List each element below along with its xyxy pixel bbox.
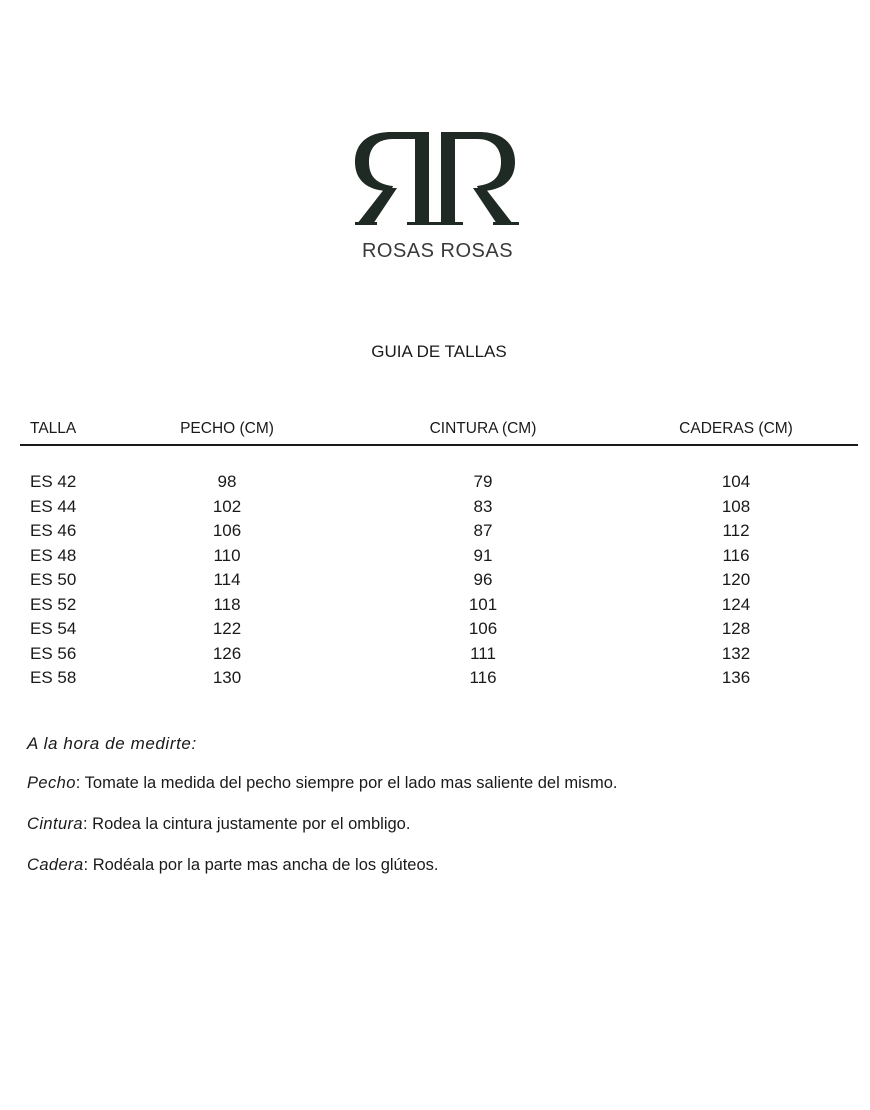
cell-pecho: 118 [213, 594, 241, 614]
note-text: : Rodea la cintura justamente por el ombligo. [83, 815, 411, 833]
cell-cintura: 106 [468, 619, 498, 638]
table-row [0, 644, 870, 669]
cell-cintura: 101 [468, 594, 498, 614]
rr-monogram-icon [355, 126, 520, 236]
cell-pecho: 114 [213, 570, 241, 589]
cell-caderas: 136 [721, 668, 751, 687]
table-header-row [0, 420, 870, 444]
table-row [0, 668, 870, 693]
header-talla: TALLA [30, 420, 77, 437]
note-text: : Tomate la medida del pecho siempre por el lado mas saliente del mismo. [75, 774, 618, 792]
note-term: Cadera [27, 856, 84, 874]
cell-pecho: 130 [212, 668, 242, 687]
cell-caderas: 128 [721, 619, 751, 638]
notes-heading: A la hora de medirte: [27, 734, 197, 753]
page-title: GUIA DE TALLAS [371, 342, 507, 361]
cell-pecho: 98 [217, 472, 237, 491]
cell-caderas: 124 [721, 594, 751, 614]
cell-cintura: 96 [473, 570, 493, 589]
cell-talla: ES 50 [30, 570, 77, 589]
cell-talla: ES 48 [30, 545, 77, 565]
cell-pecho: 106 [212, 521, 242, 540]
cell-talla: ES 54 [30, 619, 77, 638]
cell-caderas: 108 [721, 496, 751, 516]
cell-talla: ES 56 [30, 643, 77, 663]
table-row [0, 595, 870, 620]
cell-talla: ES 44 [30, 496, 77, 516]
note-pecho [27, 774, 857, 794]
table-row [0, 546, 870, 571]
cell-pecho: 102 [212, 496, 242, 516]
header-divider [20, 444, 858, 446]
note-term: Cintura [27, 815, 83, 833]
header-cintura: CINTURA (CM) [429, 420, 537, 437]
cell-pecho: 126 [212, 643, 242, 663]
cell-cintura: 91 [473, 545, 493, 565]
cell-caderas: 120 [721, 570, 751, 589]
cell-talla: ES 58 [30, 668, 77, 687]
cell-cintura: 116 [469, 668, 497, 687]
table-row [0, 570, 870, 595]
cell-caderas: 104 [721, 472, 751, 491]
cell-caderas: 116 [722, 545, 750, 565]
header-pecho: PECHO (CM) [180, 420, 274, 437]
note-text: : Rodéala por la parte mas ancha de los glúteos. [83, 856, 439, 874]
table-row [0, 521, 870, 546]
cell-pecho: 110 [213, 545, 241, 565]
cell-cintura: 111 [470, 643, 496, 663]
header-caderas: CADERAS (CM) [679, 420, 793, 437]
measurement-notes [27, 734, 857, 897]
table-row [0, 472, 870, 497]
cell-caderas: 132 [721, 643, 751, 663]
cell-caderas: 112 [722, 521, 750, 540]
cell-cintura: 87 [473, 521, 493, 540]
cell-talla: ES 52 [30, 594, 77, 614]
note-cadera [27, 856, 857, 876]
table-body [0, 472, 870, 693]
note-term: Pecho [27, 774, 76, 792]
table-row [0, 619, 870, 644]
cell-cintura: 79 [473, 472, 493, 491]
cell-talla: ES 46 [30, 521, 77, 540]
size-table [0, 420, 870, 444]
brand-name: ROSAS ROSAS [361, 240, 514, 262]
table-row [0, 497, 870, 522]
cell-talla: ES 42 [30, 472, 77, 491]
cell-cintura: 83 [473, 496, 493, 516]
note-cintura [27, 815, 857, 835]
cell-pecho: 122 [212, 619, 242, 638]
